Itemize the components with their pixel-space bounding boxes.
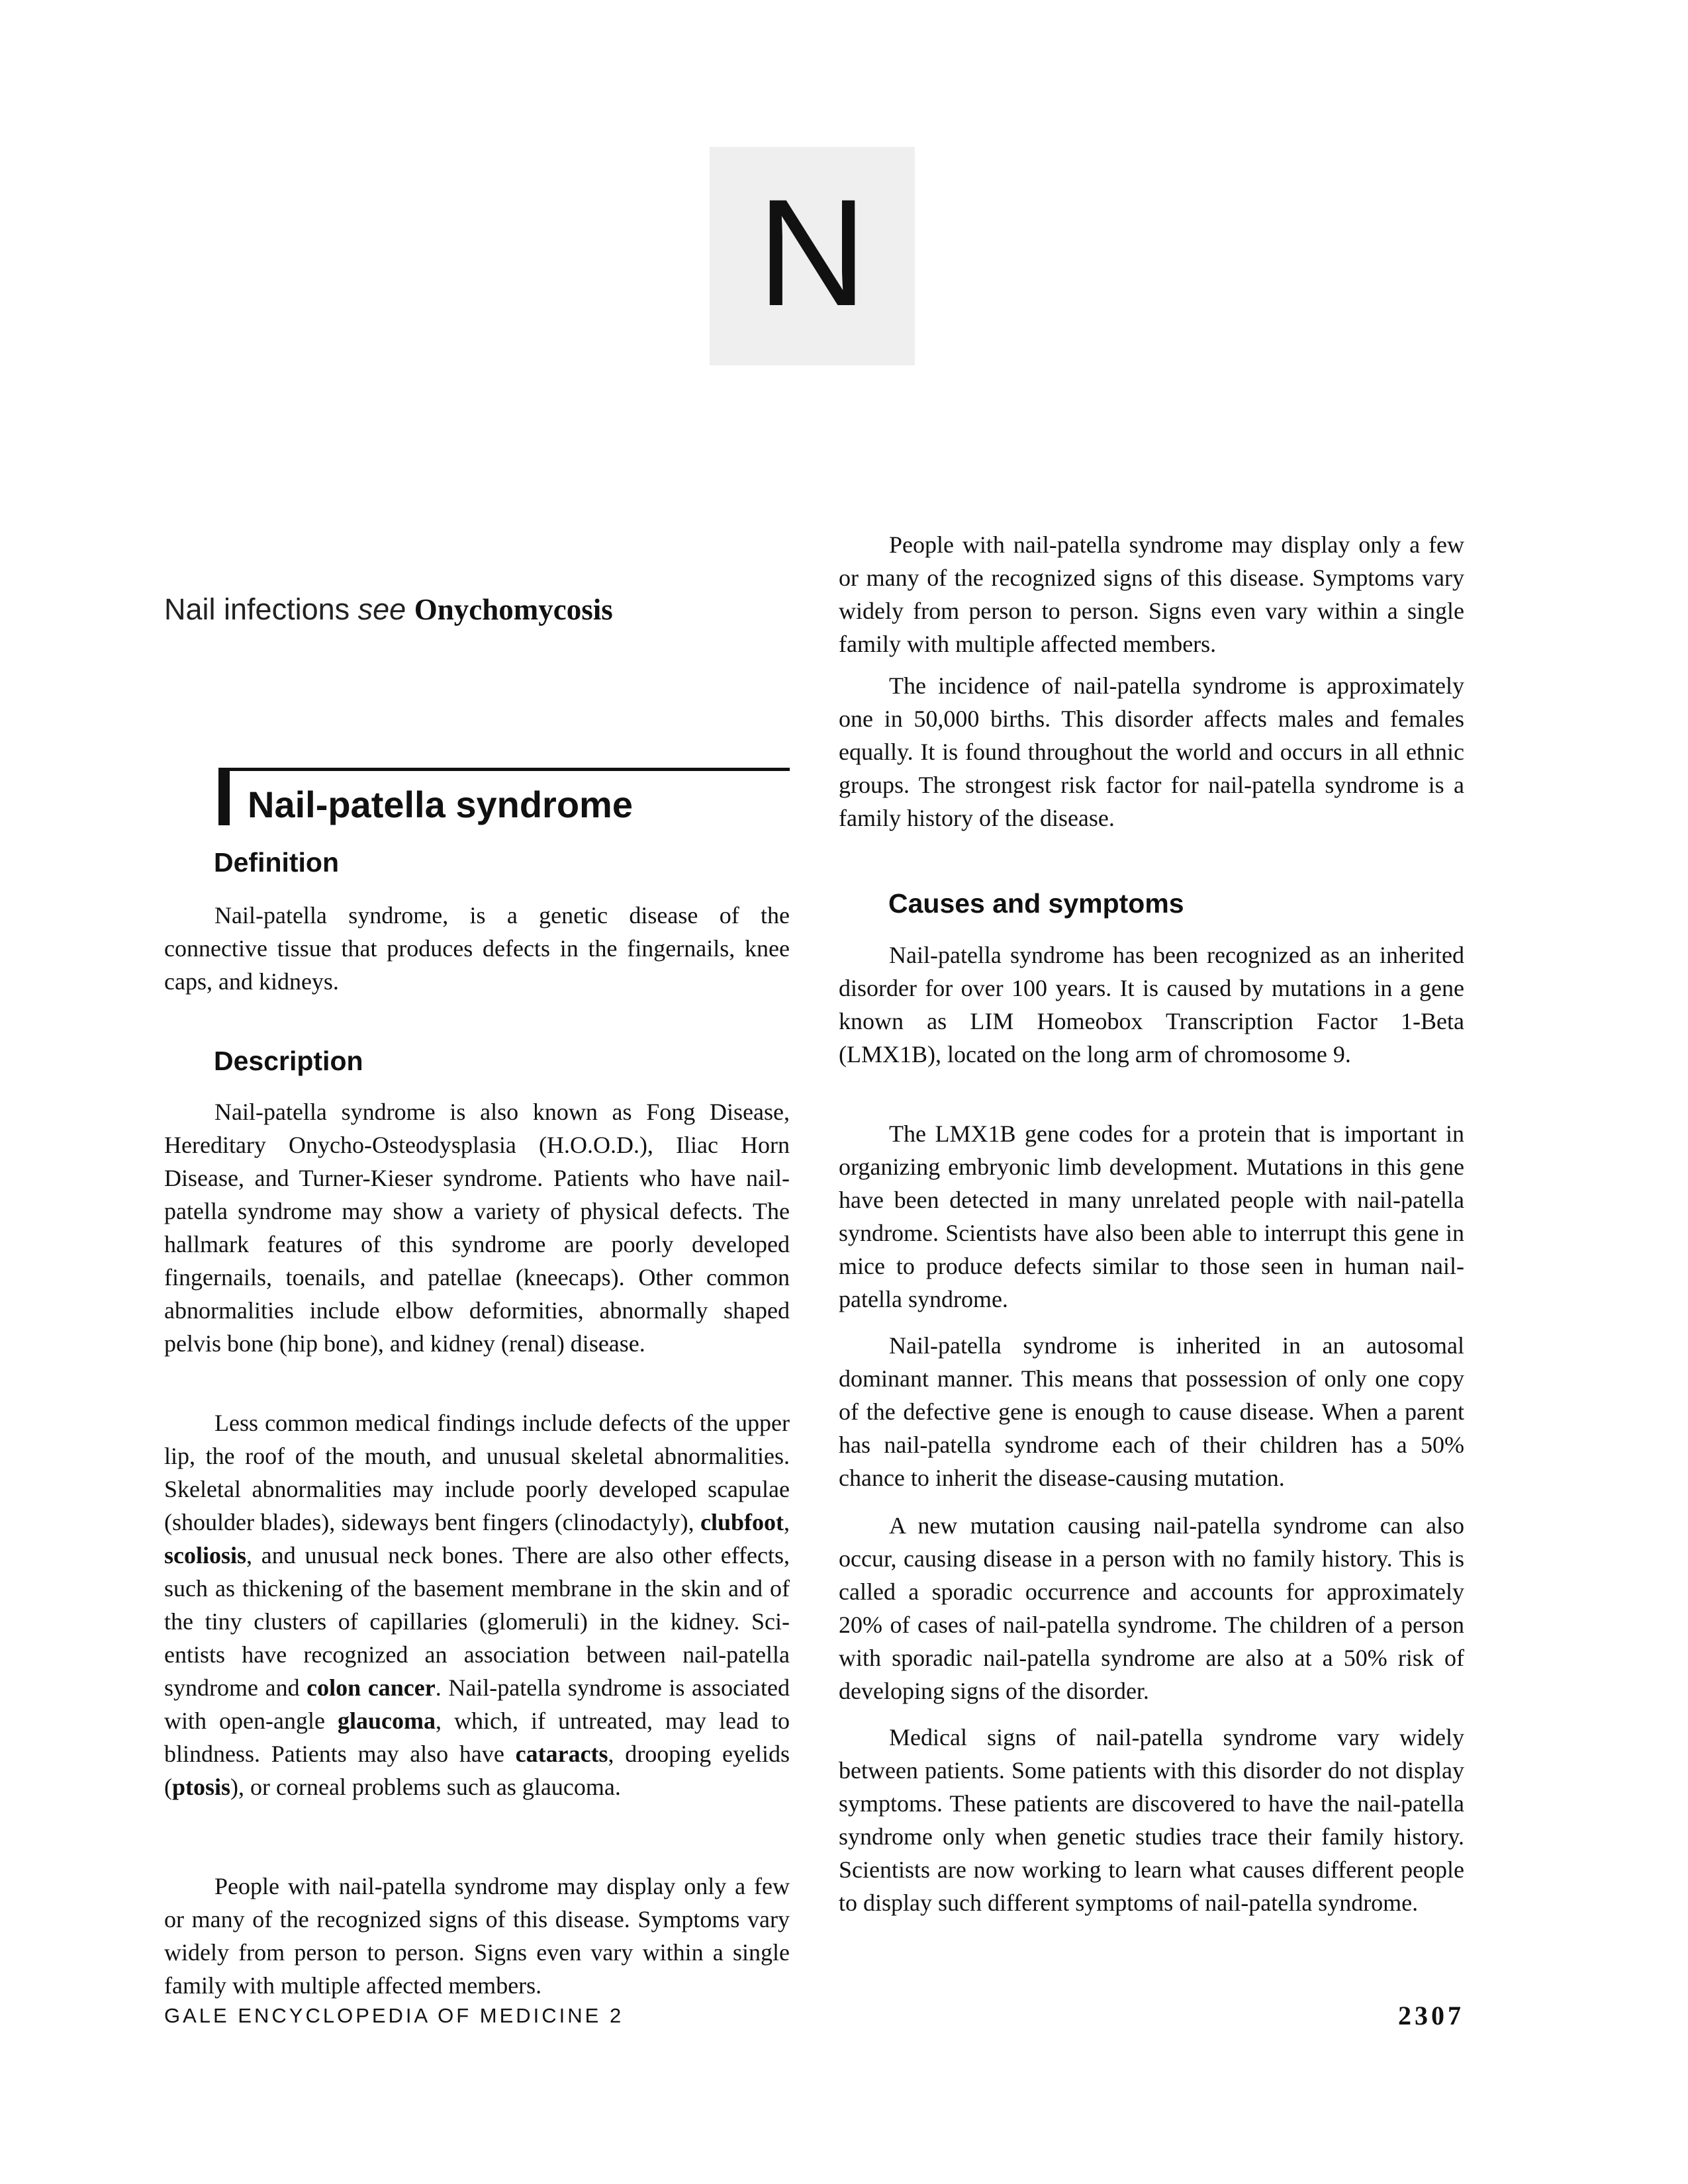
text-run: ,	[784, 1509, 790, 1535]
footer-publication: GALE ENCYCLOPEDIA OF MEDICINE 2	[164, 2004, 624, 2027]
causes-paragraph-4: A new mutation causing nail-patella syndrome can also occur, causing disease in a person with no family history. This is called a sporadic occurrence and accounts for approximately 20% of cases of nail-patella syndrome. The children of a person with sporadic nail-patella syndrome are also at a 50% risk of developing signs of the disorder.	[839, 1512, 1464, 1704]
entry-title-bar	[218, 769, 230, 825]
causes-paragraph-5: Medical signs of nail-patella syndrome vary widely between patients. Some patients with this disorder do not display symptoms. These patients are discovered to have the nail-patella syndrome only when genetic studies trace their family history. Scientists are now working to learn what causes different people to display such different symptoms of nail-patella syndrome.	[839, 1724, 1464, 1916]
link-cataracts[interactable]: cataracts	[515, 1741, 608, 1767]
description-paragraph-4: The incidence of nail-patella syndrome is approximately one in 50,000 births. This disorder affects males and females equally. It is found throughout the world and occurs in all ethnic groups. The strongest risk factor for nail-patella syndrome is a family history of the disease.	[839, 672, 1464, 831]
text-run: , and unusual neck bones. There are also other effects, such as thickening of the basement membrane in the skin and of the tiny clusters of capillaries (glomeruli) in the kidney. Scientists have recognized an association between nail-patella syndrome and	[164, 1542, 790, 1701]
causes-paragraph-1: Nail-patella syndrome has been recognized as an inherited disorder for over 100 years. It is caused by mutations in a gene known as LIM Homeobox Transcription Factor 1-Beta (LMX1B), located on the long arm of chromosome 9.	[839, 942, 1464, 1068]
description-paragraph-3-right	[839, 531, 1464, 660]
cross-reference	[164, 592, 790, 627]
causes-paragraph-3: Nail-patella syndrome is inherited in an autosomal dominant manner. This means that possession of only one copy of the defective gene is enough to cause disease. When a parent has nail-patella syndrome each of their children has a 50% chance to inherit the disease-causing mutation.	[839, 1332, 1464, 1491]
description-paragraph-3-left	[164, 1870, 790, 1999]
description-paragraph-2	[164, 1406, 790, 1803]
definition-paragraph: Nail-patella syndrome, is a genetic disease of the connective tissue that produces defects in the fingernails, knee caps, and kidneys.	[164, 902, 790, 995]
description-paragraph-3-continued: People with nail-patella syndrome may display only a few or many of the recognized signs of this disease. Symptoms vary widely from person to person. Signs even vary within a single family with multiple affected members.	[839, 531, 1464, 657]
text-run: . Nail-patella syndrome is associated with open-angle	[164, 1674, 790, 1734]
text-run: , which, if untreated, may lead to blindness. Patients may also have	[164, 1707, 790, 1767]
link-glaucoma[interactable]: glaucoma	[337, 1707, 436, 1734]
entry-title-rule	[218, 768, 790, 771]
link-colon-cancer[interactable]: colon cancer	[306, 1674, 436, 1701]
heading-definition: Definition	[214, 847, 340, 878]
cross-reference-target[interactable]: Onychomycosis	[414, 593, 613, 626]
heading-description: Description	[214, 1046, 363, 1076]
description-paragraph-1: Nail-patella syndrome is also known as Fong Disease, Hereditary Onycho-Osteodysplasia (H.O.O.D.), Iliac Horn Disease, and Turner-Kieser syndrome. Patients who have nail-patella syndrome may show a variety of physical defects. The hallmark features of this syndrome are poorly developed fingernails, toenails, and patellae (kneecaps). Other common abnormalities include elbow deformities, abnormally shaped pelvis bone (hip bone), and kidney (renal) disease.	[164, 1099, 790, 1357]
entry-title: Nail-patella syndrome	[248, 784, 633, 825]
text-run: ), or corneal problems such as glaucoma.	[230, 1774, 621, 1800]
description-paragraph-3: People with nail-patella syndrome may display only a few or many of the recognized signs of this disease. Symptoms vary widely from person to person. Signs even vary within a single family with multiple affected members.	[164, 1873, 790, 1999]
footer-page-number: 2307	[1398, 2001, 1464, 2030]
link-ptosis[interactable]: ptosis	[172, 1774, 231, 1800]
text-run: , drooping eyelids (	[164, 1741, 790, 1800]
text-run: Less common medical findings include defects of the upper lip, the roof of the mouth, and unusual skeletal abnormalities. Skeletal abnormalities may include poorly developed scapulae (shoulder blades), sideways bent fingers (clinodactyly),	[164, 1410, 790, 1535]
section-letter: N	[757, 167, 868, 338]
heading-causes: Causes and symptoms	[888, 888, 1184, 919]
cross-reference-see: see	[357, 592, 406, 626]
link-scoliosis[interactable]: scoliosis	[164, 1542, 247, 1569]
section-letter-box	[710, 147, 915, 365]
cross-reference-term: Nail infections	[164, 592, 350, 626]
causes-paragraph-2: The LMX1B gene codes for a protein that is important in organizing embryonic limb development. Mutations in this gene have been detected in many unrelated people with nail-patella syndrome. Scientists have also been able to interrupt this gene in mice to produce defects similar to those seen in human nail-patella syndrome.	[839, 1120, 1464, 1312]
link-clubfoot[interactable]: clubfoot	[700, 1509, 784, 1535]
